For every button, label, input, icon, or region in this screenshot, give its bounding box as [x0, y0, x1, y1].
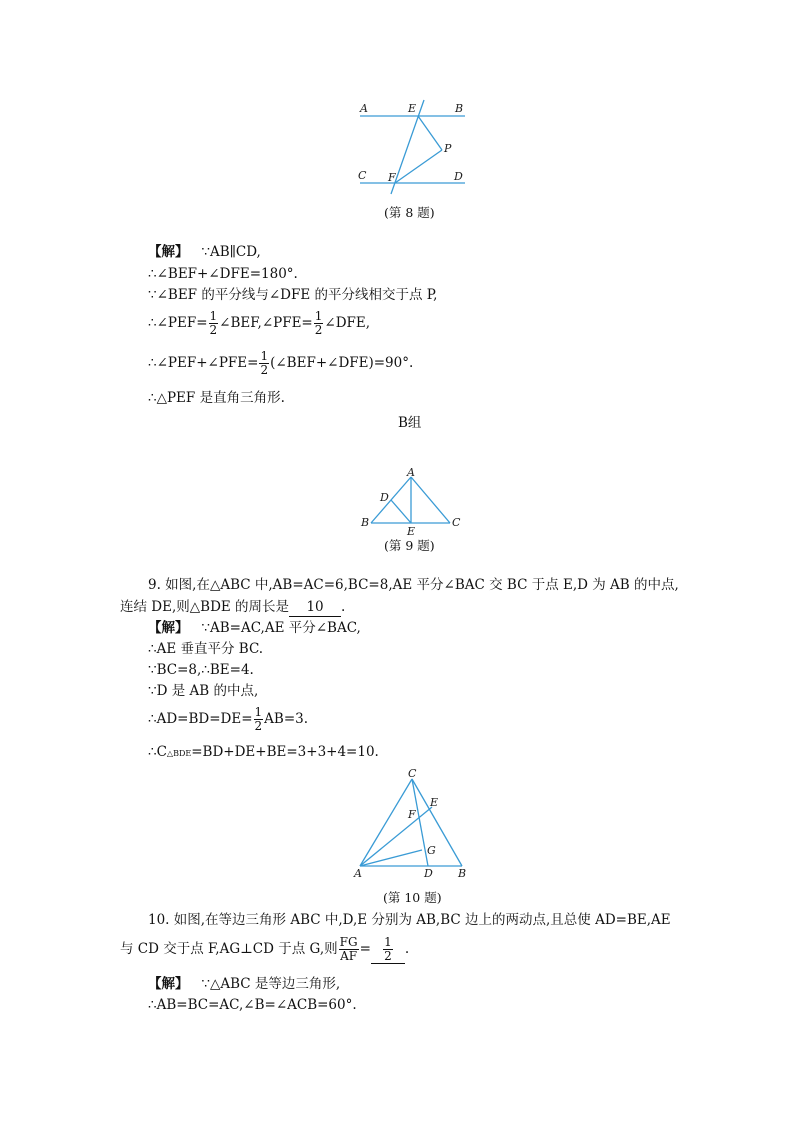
label-d: D [424, 867, 433, 880]
q9-answer: 10 [289, 598, 341, 617]
answer-fraction: $\frac{1}{2}$ [384, 935, 392, 963]
q10-answer [371, 936, 405, 964]
label-f: F [408, 808, 416, 821]
q9-subscript: △BDE [166, 749, 192, 758]
q9-stem-2 [120, 598, 345, 617]
fraction-fg-af: $\frac{FG}{AF}$ [339, 935, 358, 963]
figure-8-caption: (第 8 题) [384, 205, 435, 220]
label-c: C [358, 169, 367, 182]
label-c: C [408, 767, 417, 780]
label-b: B [455, 102, 464, 115]
label-a: A [407, 466, 415, 479]
q8-text-4a: ∴∠PEF= [148, 315, 208, 331]
q9-line-1 [148, 619, 361, 637]
q9-line-2: ∴AE 垂直平分 BC. [148, 641, 264, 657]
q10-stem-2b: = [359, 941, 371, 957]
q10-stem-2c: . [404, 941, 410, 957]
figure-10 [350, 765, 475, 880]
figure-9 [355, 465, 465, 537]
label-e: E [407, 525, 416, 537]
q9-stem-1: 9. 如图,在△ABC 中,AB=AC=6,BC=8,AE 平分∠BAC 交 BC 于点 E,D 为 AB 的中点, [148, 577, 679, 593]
q9-stem-2b: . [341, 599, 346, 615]
q8-line-4 [148, 310, 370, 337]
q8-line-1 [148, 243, 261, 261]
q9-text-6b: =BD+DE+BE=3+3+4=10. [191, 744, 379, 760]
label-e: E [430, 796, 439, 809]
q10-line-2: ∴AB=BC=AC,∠B=∠ACB=60°. [148, 997, 357, 1013]
fraction-half: $\frac{1}{2}$ [254, 705, 263, 733]
label-a: A [354, 867, 362, 880]
label-d: D [380, 491, 389, 504]
figure-8 [350, 95, 480, 197]
q10-stem-2a: 与 CD 交于点 F,AG⊥CD 于点 G,则 [120, 941, 338, 957]
label-f: F [388, 171, 396, 184]
q9-line-3: ∵BC=8,∴BE=4. [148, 662, 254, 678]
q8-line-5 [148, 350, 413, 377]
q8-line-2: ∴∠BEF+∠DFE=180°. [148, 266, 298, 282]
q9-text-6a: ∴C [148, 744, 167, 760]
q9-text-1: ∵AB=AC,AE 平分∠BAC, [201, 620, 361, 636]
q9-line-5 [148, 706, 308, 733]
q9-line-6 [148, 743, 379, 763]
q9-text-5a: ∴AD=BD=DE= [148, 711, 253, 727]
q8-text-4b: ∠BEF,∠PFE= [219, 315, 313, 331]
figure-10-caption: (第 10 题) [383, 890, 442, 905]
q8-text-1: ∵AB∥CD, [201, 244, 261, 260]
q9-stem-2a: 连结 DE,则△BDE 的周长是 [120, 599, 290, 615]
fraction-half: $\frac{1}{2}$ [209, 309, 218, 337]
label-b: B [361, 516, 370, 529]
q10-line-1 [148, 975, 340, 993]
q8-line-6: ∴△PEF 是直角三角形. [148, 390, 285, 406]
q10-stem-1: 10. 如图,在等边三角形 ABC 中,D,E 分别为 AB,BC 边上的两动点,且总使 AD=BE,AE [148, 912, 671, 928]
q8-solution-tag: 【解】 [148, 244, 189, 260]
label-a: A [360, 102, 368, 115]
label-g: G [427, 844, 436, 857]
figure-9-caption: (第 9 题) [384, 538, 435, 553]
label-p: P [444, 142, 452, 155]
label-d: D [454, 170, 463, 183]
q10-text-1: ∵△ABC 是等边三角形, [201, 976, 341, 992]
fraction-half: $\frac{1}{2}$ [260, 349, 269, 377]
label-c: C [452, 516, 461, 529]
q9-line-4: ∵D 是 AB 的中点, [148, 683, 259, 699]
q9-solution-tag: 【解】 [148, 620, 189, 636]
q8-text-4c: ∠DFE, [324, 315, 371, 331]
label-b: B [458, 867, 467, 880]
q8-line-3: ∵∠BEF 的平分线与∠DFE 的平分线相交于点 P, [148, 287, 438, 303]
section-b-heading: B组 [398, 415, 422, 431]
q10-stem-2 [120, 936, 409, 964]
fraction-half: $\frac{1}{2}$ [314, 309, 323, 337]
label-e: E [408, 102, 417, 115]
q8-text-5b: (∠BEF+∠DFE)=90°. [270, 355, 414, 371]
q10-solution-tag: 【解】 [148, 976, 189, 992]
q8-text-5a: ∴∠PEF+∠PFE= [148, 355, 259, 371]
q9-text-5b: AB=3. [264, 711, 309, 727]
